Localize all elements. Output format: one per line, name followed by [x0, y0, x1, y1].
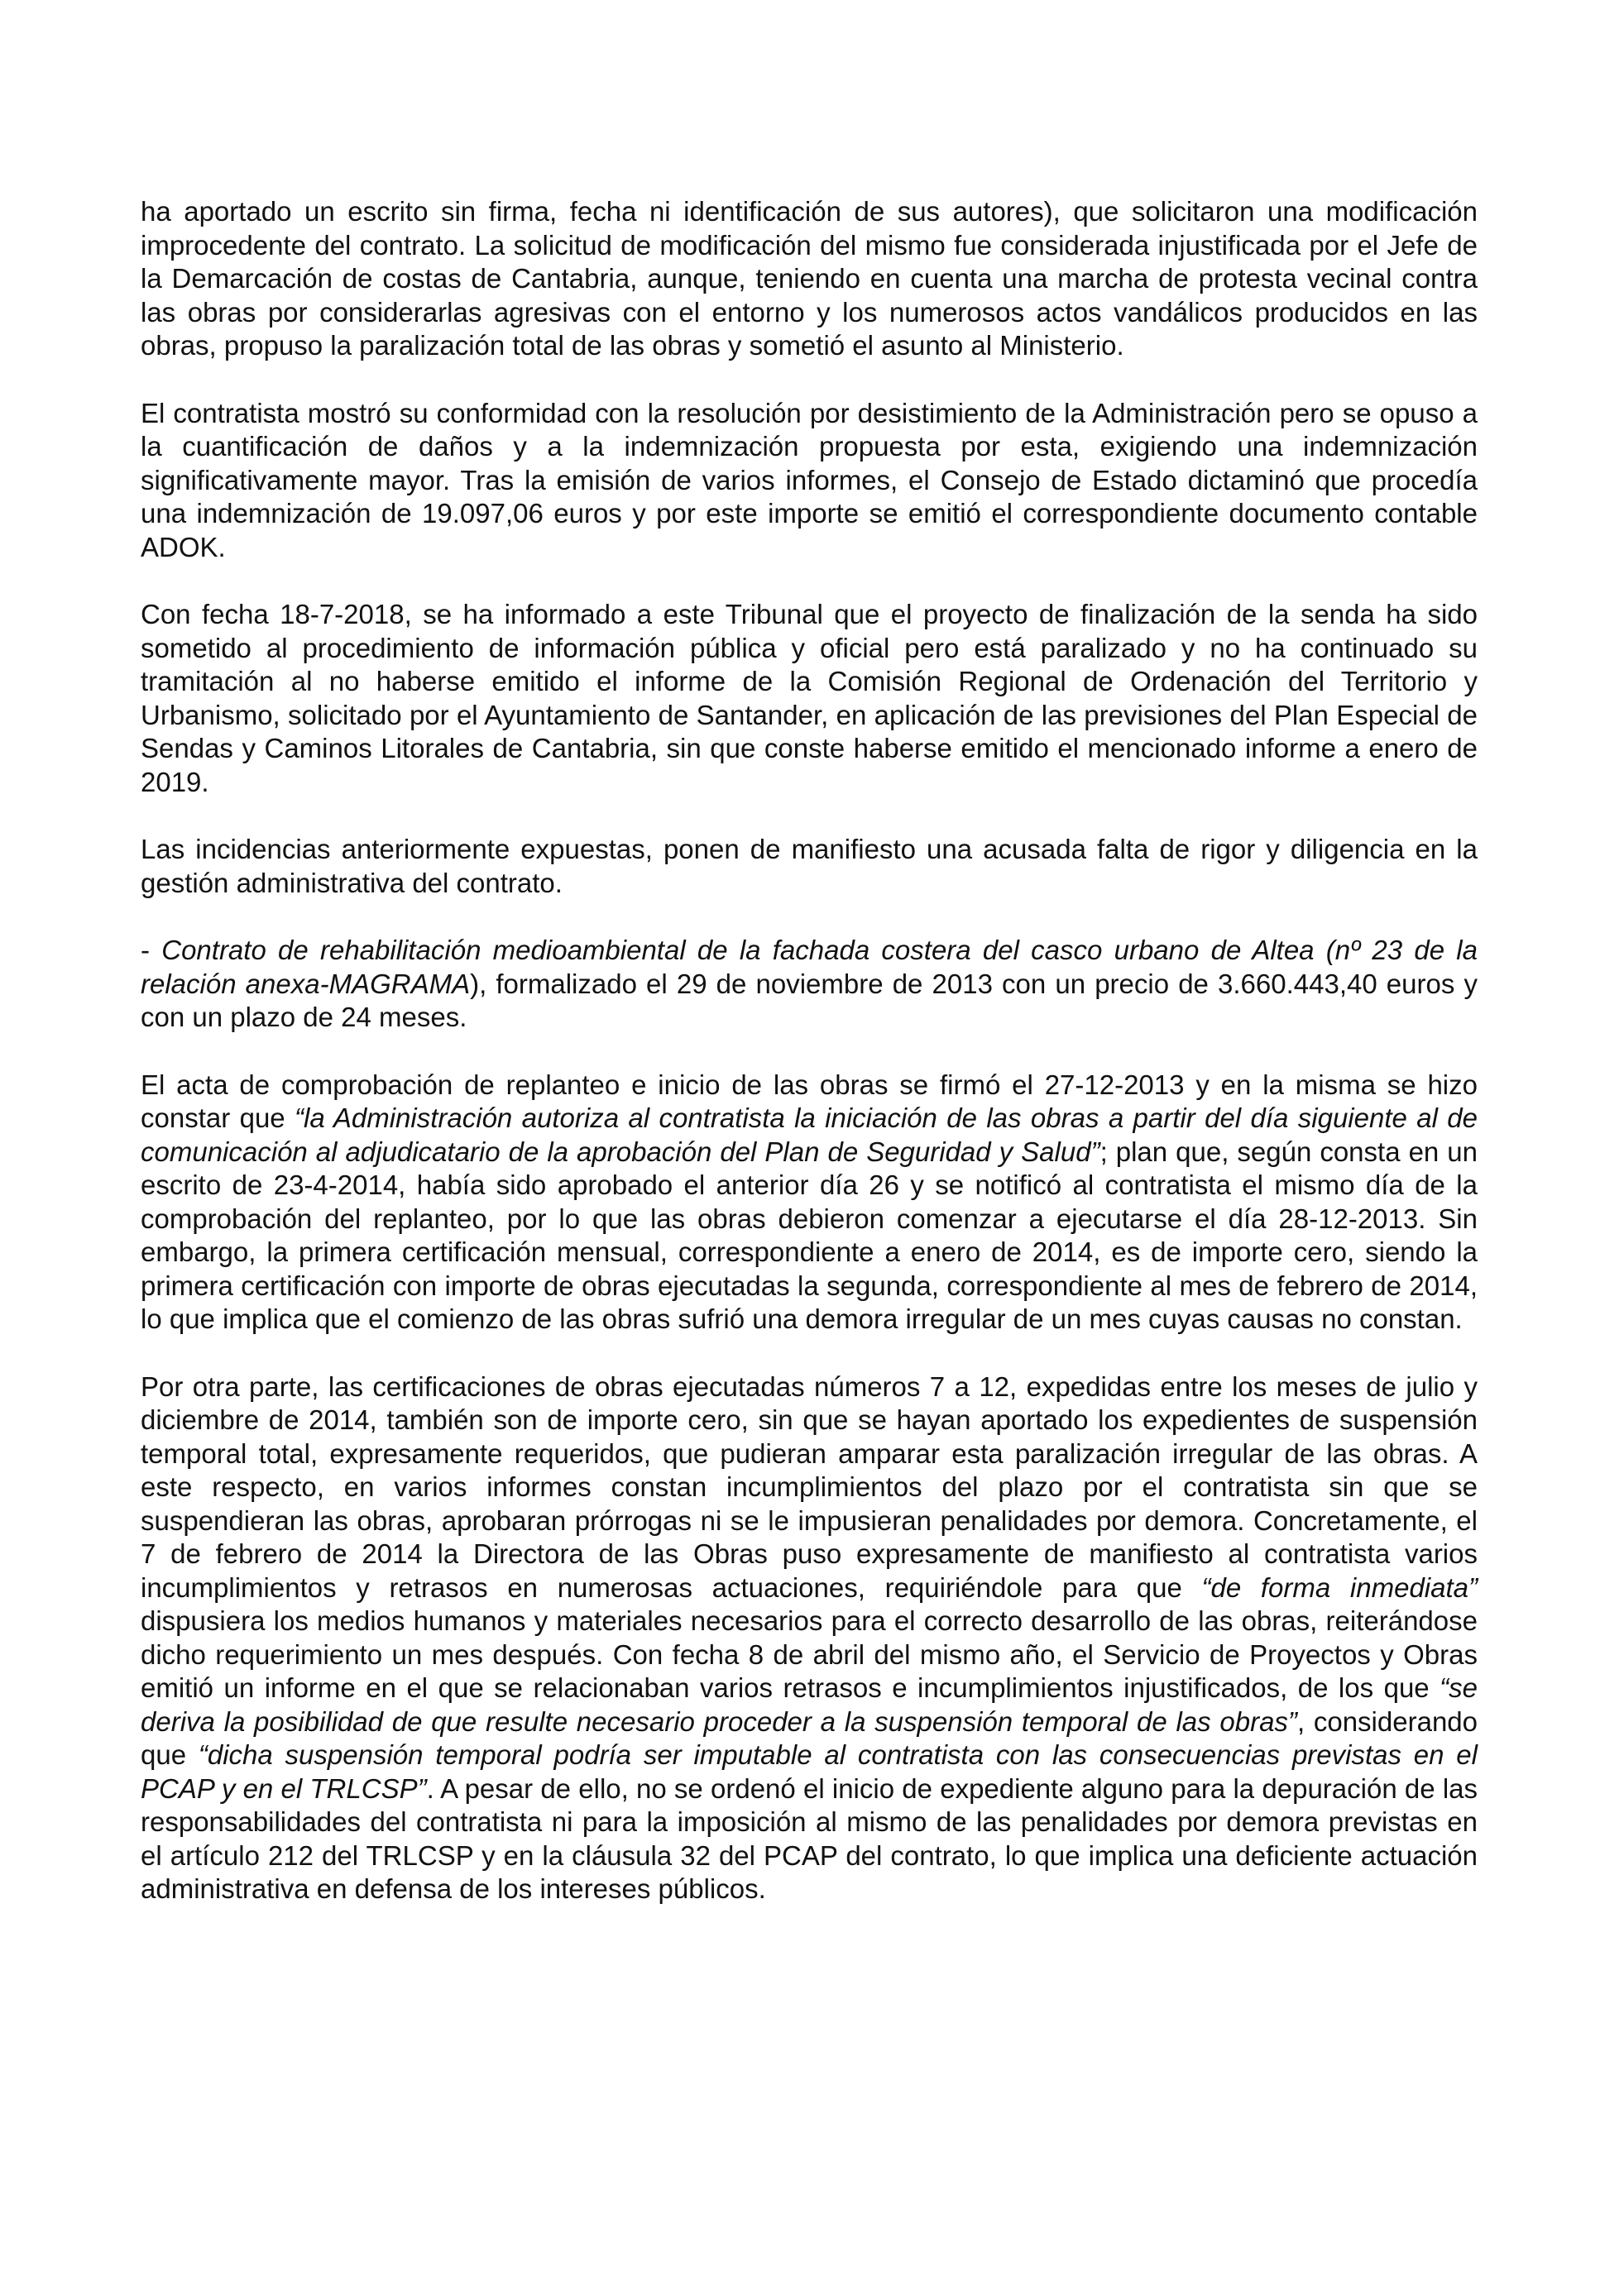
quote-italic: “dicha suspensión temporal podría ser imputable al contratista con las consecuencias previstas en el PCAP y en el TRLCSP” [141, 1739, 1478, 1804]
paragraph-text: ; plan que, según consta en un escrito de 23-4-2014, había sido aprobado el anterior día 26 y se notificó al contratista el mismo día de la comprobación del replanteo, por lo que las obras debieron comenzar a ejecutarse el día 28-12-2013. Sin embargo, la primera certificación mensual, correspondiente a enero de 2014, es de importe cero, siendo la primera certificación con importe de obras ejecutadas la segunda, correspondiente al mes de febrero de 2014, lo que implica que el comienzo de las obras sufrió una demora irregular de un mes cuyas causas no constan. [141, 1136, 1478, 1334]
paragraph-text: , considerando que [141, 1705, 1478, 1770]
paragraph-5-contract-heading [141, 934, 1478, 1035]
quote-italic: “se deriva la posibilidad de que resulte necesario proceder a la suspensión temporal de las obras” [141, 1672, 1478, 1737]
paragraph-1 [141, 195, 1478, 363]
quote-italic: “de forma inmediata” [1201, 1571, 1478, 1603]
quote-italic: “la Administración autoriza al contratista la iniciación de las obras a partir del día siguiente al de comunicación al adjudicatario de la aprobación del Plan de Seguridad y Salud” [141, 1103, 1478, 1167]
paragraph-7 [141, 1370, 1478, 1906]
paragraph-text: dispusiera los medios humanos y materiales necesarios para el correcto desarrollo de las obras, reiterándose dicho requerimiento un mes después. Con fecha 8 de abril del mismo año, el Servicio de Proyectos y Obras emitió un informe en el que se relacionaban varios retrasos e incumplimientos injustificados, de los que [141, 1605, 1478, 1703]
paragraph-4 [141, 833, 1478, 900]
paragraph-text: El contratista mostró su conformidad con la resolución por desistimiento de la Administración pero se opuso a la cuantificación de daños y a la indemnización propuesta por esta, exigiendo una indemnización significativamente mayor. Tras la emisión de varios informes, el Consejo de Estado dictaminó que procedía una indemnización de 19.097,06 euros y por este importe se emitió el correspondiente documento contable ADOK. [141, 397, 1478, 562]
paragraph-text: . A pesar de ello, no se ordenó el inicio de expediente alguno para la depuración de las responsabilidades del contratista ni para la imposición al mismo de las penalidades por demora previstas en el artículo 212 del TRLCSP y en la cláusula 32 del PCAP del contrato, lo que implica una deficiente actuación administrativa en defensa de los intereses públicos. [141, 1772, 1478, 1904]
paragraph-text: El acta de comprobación de replanteo e inicio de las obras se firmó el 27-12-2013 y en la misma se hizo constar que [141, 1069, 1478, 1133]
paragraph-text: Con fecha 18-7-2018, se ha informado a este Tribunal que el proyecto de finalización de la senda ha sido sometido al procedimiento de información pública y oficial pero está paralizado y no ha continuado su tramitación al no haberse emitido el informe de la Comisión Regional de Ordenación del Territorio y Urbanismo, solicitado por el Ayuntamiento de Santander, en aplicación de las previsiones del Plan Especial de Sendas y Caminos Litorales de Cantabria, sin que conste haberse emitido el mencionado informe a enero de 2019. [141, 599, 1478, 797]
paragraph-6 [141, 1069, 1478, 1337]
paragraph-3 [141, 598, 1478, 799]
list-dash: - [141, 935, 162, 965]
paragraph-text: Las incidencias anteriormente expuestas, ponen de manifiesto una acusada falta de rigor y diligencia en la gestión administrativa del contrato. [141, 834, 1478, 898]
document-page [141, 195, 1478, 1940]
paragraph-text: ), formalizado el 29 de noviembre de 2013 con un precio de 3.660.443,40 euros y con un plazo de 24 meses. [141, 968, 1478, 1032]
paragraph-text: ha aportado un escrito sin firma, fecha ni identificación de sus autores), que solicitaron una modificación improcedente del contrato. La solicitud de modificación del mismo fue considerada injustificada por el Jefe de la Demarcación de costas de Cantabria, aunque, teniendo en cuenta una marcha de protesta vecinal contra las obras por considerarlas agresivas con el entorno y los numerosos actos vandálicos producidos en las obras, propuso la paralización total de las obras y sometió el asunto al Ministerio. [141, 196, 1478, 361]
contract-title-italic: Contrato de rehabilitación medioambiental de la fachada costera del casco urbano de Altea (nº 23 de la relación anexa-MAGRAMA [141, 935, 1478, 999]
paragraph-2 [141, 397, 1478, 565]
paragraph-text: Por otra parte, las certificaciones de obras ejecutadas números 7 a 12, expedidas entre los meses de julio y diciembre de 2014, también son de importe cero, sin que se hayan aportado los expedientes de suspensión temporal total, expresamente requeridos, que pudieran amparar esta paralización irregular de las obras. A este respecto, en varios informes constan incumplimientos del plazo por el contratista sin que se suspendieran las obras, aprobaran prórrogas ni se le impusieran penalidades por demora. Concretamente, el 7 de febrero de 2014 la Directora de las Obras puso expresamente de manifiesto al contratista varios incumplimientos y retrasos en numerosas actuaciones, requiriéndole para que [141, 1370, 1478, 1603]
